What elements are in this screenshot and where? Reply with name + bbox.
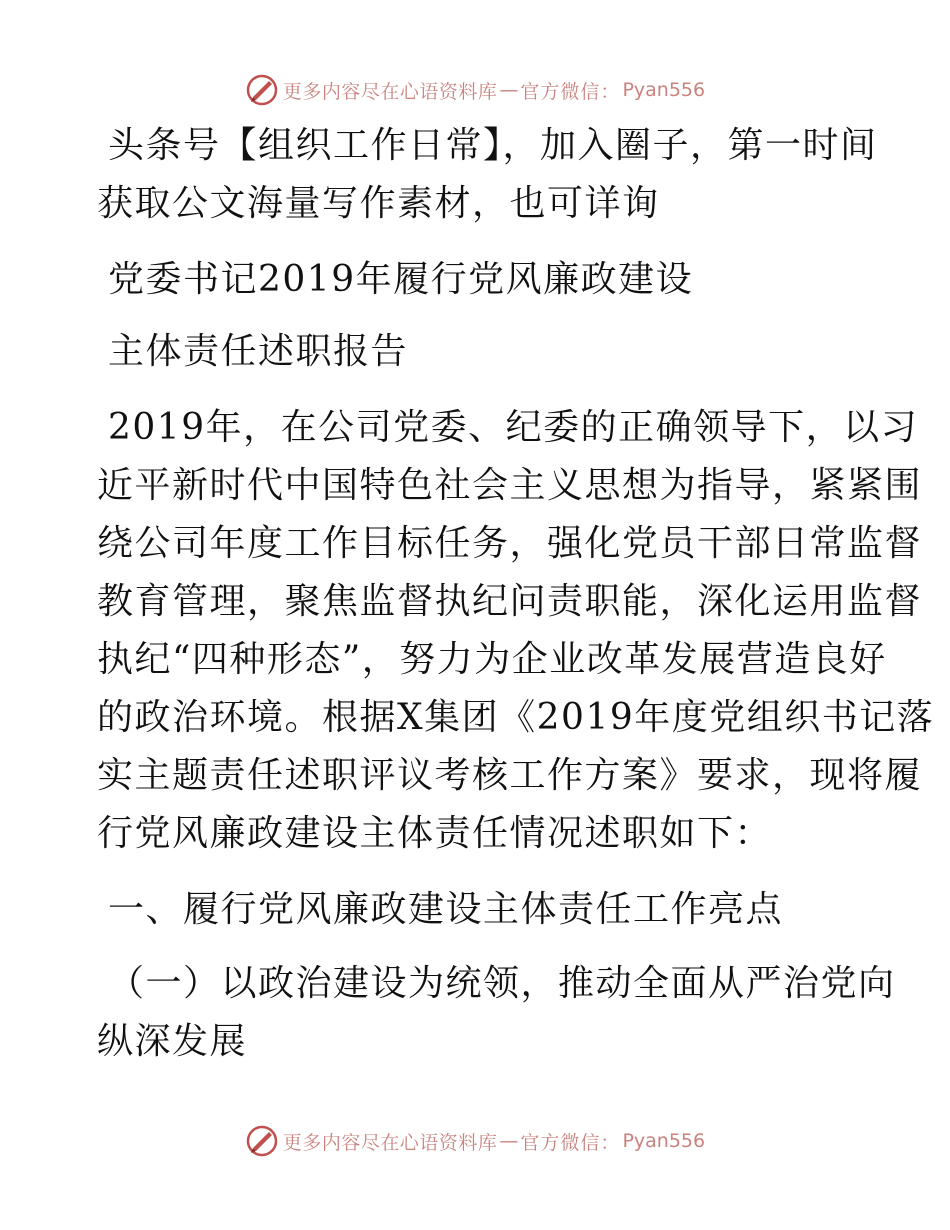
report-title: 党委书记2019年履行党风廉政建设 xyxy=(108,259,694,300)
watermark-wechat-id: Pyan556 xyxy=(622,79,706,101)
title-line xyxy=(108,255,928,305)
subsection-heading xyxy=(97,1017,927,1067)
heading-text: 一、履行党风廉政建设主体责任工作亮点 xyxy=(108,889,784,930)
body-line xyxy=(97,635,927,685)
subheading-text: 纵深发展 xyxy=(97,1021,248,1062)
watermark-header xyxy=(0,70,950,110)
subheading-text: （一）以政治建设为统领，推动全面从严治党向 xyxy=(108,963,896,1004)
body-line xyxy=(97,519,927,569)
body-text: 绕公司年度工作目标任务，强化党员干部日常监督 xyxy=(97,523,923,564)
body-line xyxy=(97,693,935,743)
watermark-label: 官方微信： xyxy=(520,1131,621,1154)
intro-line xyxy=(108,121,928,171)
body-text: 实主题责任述职评议考核工作方案》要求，现将履 xyxy=(97,755,923,796)
body-text: 行党风廉政建设主体责任情况述职如下： xyxy=(97,813,773,854)
body-line xyxy=(97,461,927,511)
watermark-separator: — xyxy=(499,1130,519,1152)
body-line xyxy=(97,577,927,627)
subsection-heading xyxy=(108,959,928,1009)
body-text: 的政治环境。根据X集团《2019年度党组织书记落 xyxy=(97,697,935,738)
body-text: 近平新时代中国特色社会主义思想为指导，紧紧围 xyxy=(97,465,923,506)
watermark-separator: — xyxy=(499,79,519,101)
watermark-text: 更多内容尽在心语资料库 xyxy=(282,1131,498,1154)
body-line xyxy=(108,403,928,453)
watermark-footer xyxy=(0,1121,950,1161)
body-text: 执纪“四种形态”，努力为企业改革发展营造良好 xyxy=(97,639,887,680)
body-line xyxy=(97,809,927,859)
pen-logo-icon xyxy=(245,73,279,107)
body-text: 2019年，在公司党委、纪委的正确领导下，以习 xyxy=(108,407,919,448)
intro-text: 获取公文海量写作素材，也可详询 xyxy=(97,183,660,224)
intro-line xyxy=(97,179,927,229)
watermark-text: 更多内容尽在心语资料库 xyxy=(282,80,498,103)
report-title: 主体责任述职报告 xyxy=(108,331,409,372)
watermark-label: 官方微信： xyxy=(520,80,621,103)
pen-logo-icon xyxy=(245,1124,279,1158)
intro-text: 头条号【组织工作日常】，加入圈子，第一时间 xyxy=(108,125,878,166)
watermark-wechat-id: Pyan556 xyxy=(622,1130,706,1152)
section-heading xyxy=(108,885,928,935)
title-line xyxy=(108,327,928,377)
body-text: 教育管理，聚焦监督执纪问责职能，深化运用监督 xyxy=(97,581,923,622)
body-line xyxy=(97,751,927,801)
